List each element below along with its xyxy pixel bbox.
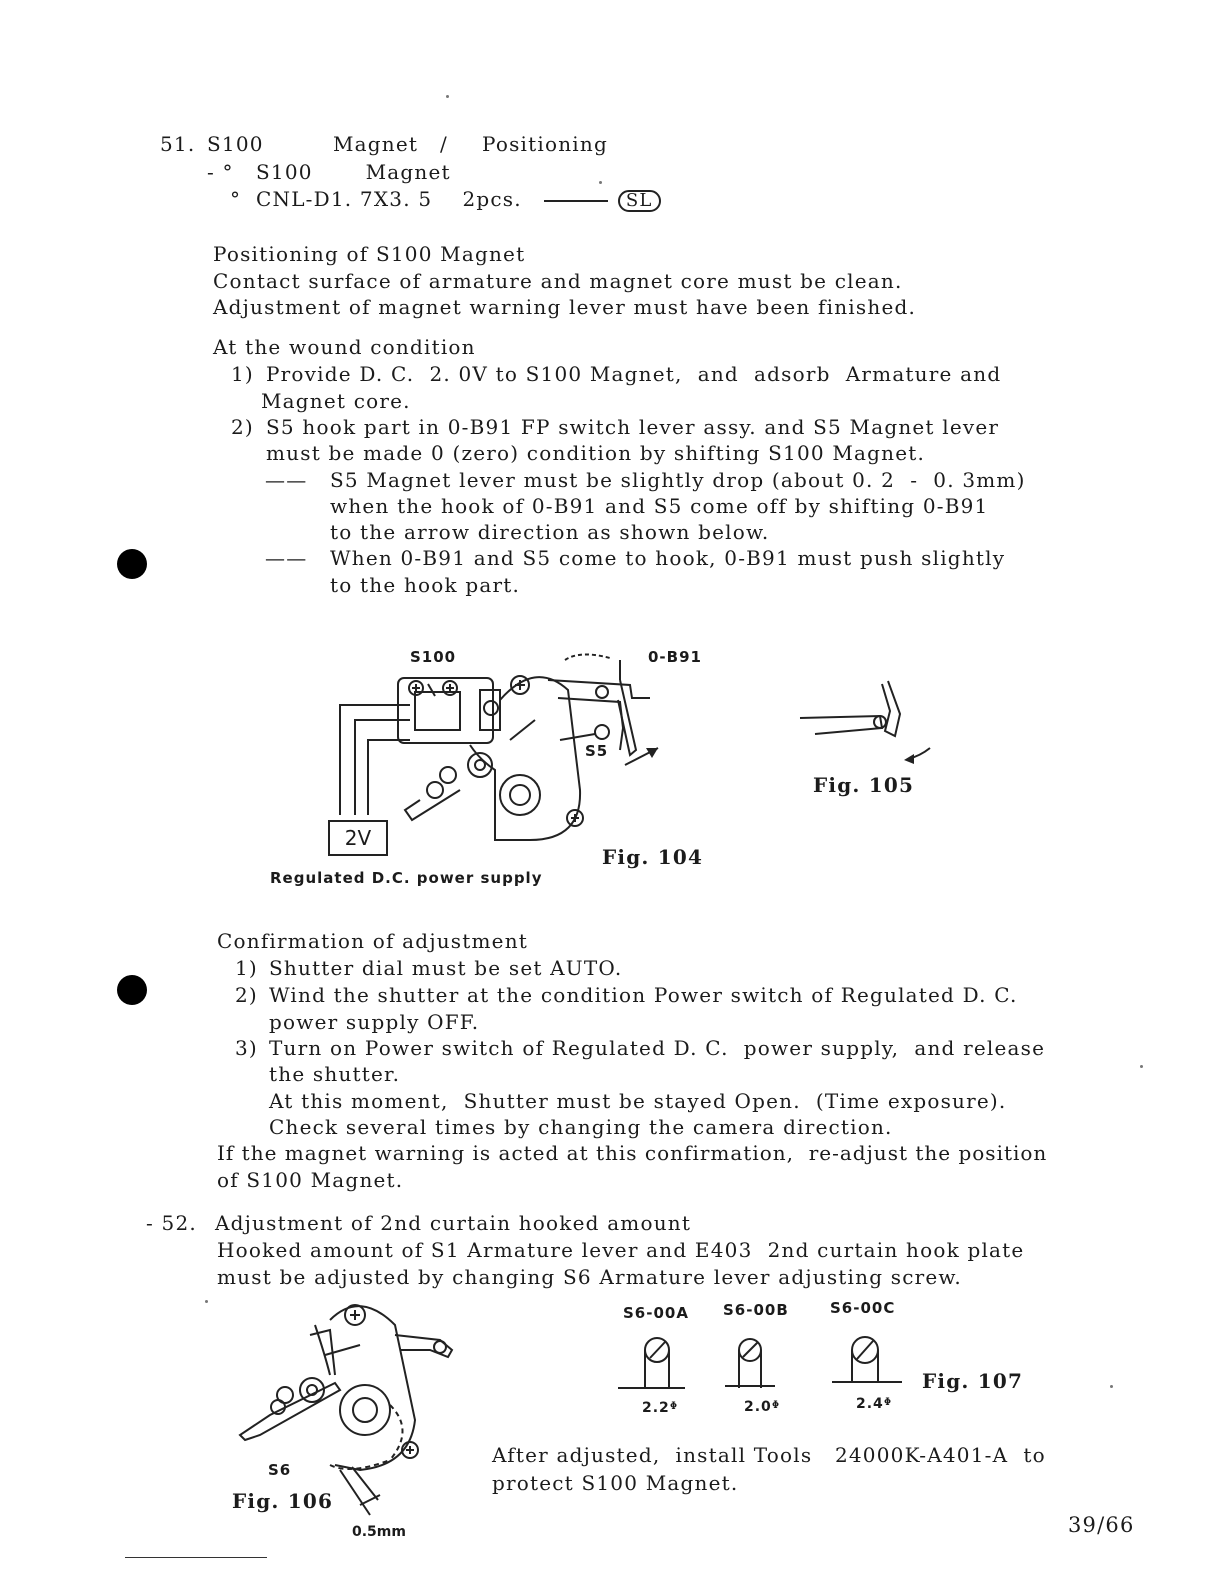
fig-106-label-s6: S6 <box>268 1461 292 1479</box>
conf-step-3-line-1: Turn on Power switch of Regulated D. C. power supply, and release <box>269 1036 1046 1060</box>
fig-107-caption: Fig. 107 <box>922 1369 1024 1393</box>
power-supply-label: Regulated D.C. power supply <box>270 869 543 887</box>
fig-104-label-0b91: 0-B91 <box>648 648 702 666</box>
section-52-num: 52. <box>161 1211 197 1235</box>
binder-hole-top <box>117 549 147 579</box>
speck <box>1140 1065 1143 1068</box>
section-51-magnet: Magnet <box>333 132 419 156</box>
footer-rule <box>125 1557 267 1558</box>
fig-104-label-s5: S5 <box>585 742 609 760</box>
conf-step-2-line-1: Wind the shutter at the condition Power switch of Regulated D. C. <box>269 983 1018 1007</box>
note-2: Adjustment of magnet warning lever must have been finished. <box>213 295 917 319</box>
after-note-line-1: After adjusted, install Tools 24000K-A401-A to <box>492 1443 1046 1467</box>
part-bullet-1: - ° <box>207 160 234 184</box>
fig-106-caption: Fig. 106 <box>232 1489 334 1513</box>
section-52-number: - 52. <box>146 1211 197 1235</box>
step-2-number: 2) <box>231 415 254 439</box>
conf-step-1-line-1: Shutter dial must be set AUTO. <box>269 956 623 980</box>
conf-closing-line-1: If the magnet warning is acted at this confirmation, re-adjust the position <box>217 1141 1048 1165</box>
section-51-number: 51. <box>160 132 196 156</box>
fig-107-drawing <box>610 1330 910 1400</box>
part-item-1: S100 Magnet <box>256 160 451 184</box>
subnote-dash-2: —— <box>265 546 308 570</box>
screw-a-dia: 2.2ᶲ <box>642 1400 679 1416</box>
subnote-dash-1: —— <box>265 468 308 492</box>
subnote-2-line-2: to the hook part. <box>330 573 521 597</box>
part-item-2-text: CNL-D1. 7X3. 5 2pcs. <box>256 187 522 211</box>
speck <box>1110 1385 1113 1388</box>
sl-badge: SL <box>618 190 661 212</box>
screw-c-dia: 2.4ᶲ <box>856 1396 893 1412</box>
step-1-line-2: Magnet core. <box>261 389 411 413</box>
speck <box>205 1300 208 1303</box>
screw-b-dia: 2.0ᶲ <box>744 1399 781 1415</box>
conf-step-3-number: 3) <box>235 1036 258 1060</box>
conf-step-2-line-2: power supply OFF. <box>269 1010 480 1034</box>
fig-104-label-s100: S100 <box>410 648 457 666</box>
binder-hole-bottom <box>117 975 147 1005</box>
section-52-line-2: must be adjusted by changing S6 Armature lever adjusting screw. <box>217 1265 962 1289</box>
positioning-heading: Positioning of S100 Magnet <box>213 242 526 266</box>
screw-b-name: S6-00B <box>723 1301 789 1319</box>
speck <box>446 95 449 98</box>
screw-c-name: S6-00C <box>830 1299 896 1317</box>
conf-step-3-line-2: the shutter. <box>269 1062 401 1086</box>
section-52-line-1: Hooked amount of S1 Armature lever and E403 2nd curtain hook plate <box>217 1238 1025 1262</box>
screw-a-name: S6-00A <box>623 1304 689 1322</box>
leader-line <box>544 200 608 202</box>
fig-105-drawing <box>790 676 950 776</box>
section-51-positioning: Positioning <box>482 132 608 156</box>
after-note-line-2: protect S100 Magnet. <box>492 1471 739 1495</box>
page-number: 39/66 <box>1068 1513 1135 1537</box>
part-item-2 <box>256 189 661 212</box>
conf-step-1-number: 1) <box>235 956 258 980</box>
subnote-2-line-1: When 0-B91 and S5 come to hook, 0-B91 must push slightly <box>330 546 1006 570</box>
section-51-slash: / <box>440 132 448 156</box>
fig-104-drawing <box>320 640 680 850</box>
conf-closing-line-2: of S100 Magnet. <box>217 1168 404 1192</box>
fig-104-caption: Fig. 104 <box>602 845 704 869</box>
confirmation-heading: Confirmation of adjustment <box>217 929 529 953</box>
conf-step-3-line-3: At this moment, Shutter must be stayed Open. (Time exposure). <box>269 1089 1007 1113</box>
subnote-1-line-3: to the arrow direction as shown below. <box>330 520 770 544</box>
step-1-line-1: Provide D. C. 2. 0V to S100 Magnet, and adsorb Armature and <box>266 362 1002 386</box>
step-2-line-1: S5 hook part in 0-B91 FP switch lever assy. and S5 Magnet lever <box>266 415 1000 439</box>
section-51-part: S100 <box>207 132 264 156</box>
conf-step-2-number: 2) <box>235 983 258 1007</box>
fig-105-caption: Fig. 105 <box>813 773 915 797</box>
fig-106-dimension: 0.5mm <box>352 1524 406 1540</box>
part-bullet-2: ° <box>230 187 242 211</box>
step-2-line-2: must be made 0 (zero) condition by shifting S100 Magnet. <box>266 441 926 465</box>
section-52-title: Adjustment of 2nd curtain hooked amount <box>215 1211 692 1235</box>
speck <box>599 181 602 184</box>
step-1-number: 1) <box>231 362 254 386</box>
wound-heading: At the wound condition <box>213 335 476 359</box>
conf-step-3-line-4: Check several times by changing the camera direction. <box>269 1115 893 1139</box>
note-1: Contact surface of armature and magnet core must be clean. <box>213 269 903 293</box>
subnote-1-line-2: when the hook of 0-B91 and S5 come off by shifting 0-B91 <box>330 494 989 518</box>
subnote-1-line-1: S5 Magnet lever must be slightly drop (about 0. 2 - 0. 3mm) <box>330 468 1026 492</box>
voltage-box: 2V <box>328 820 388 856</box>
